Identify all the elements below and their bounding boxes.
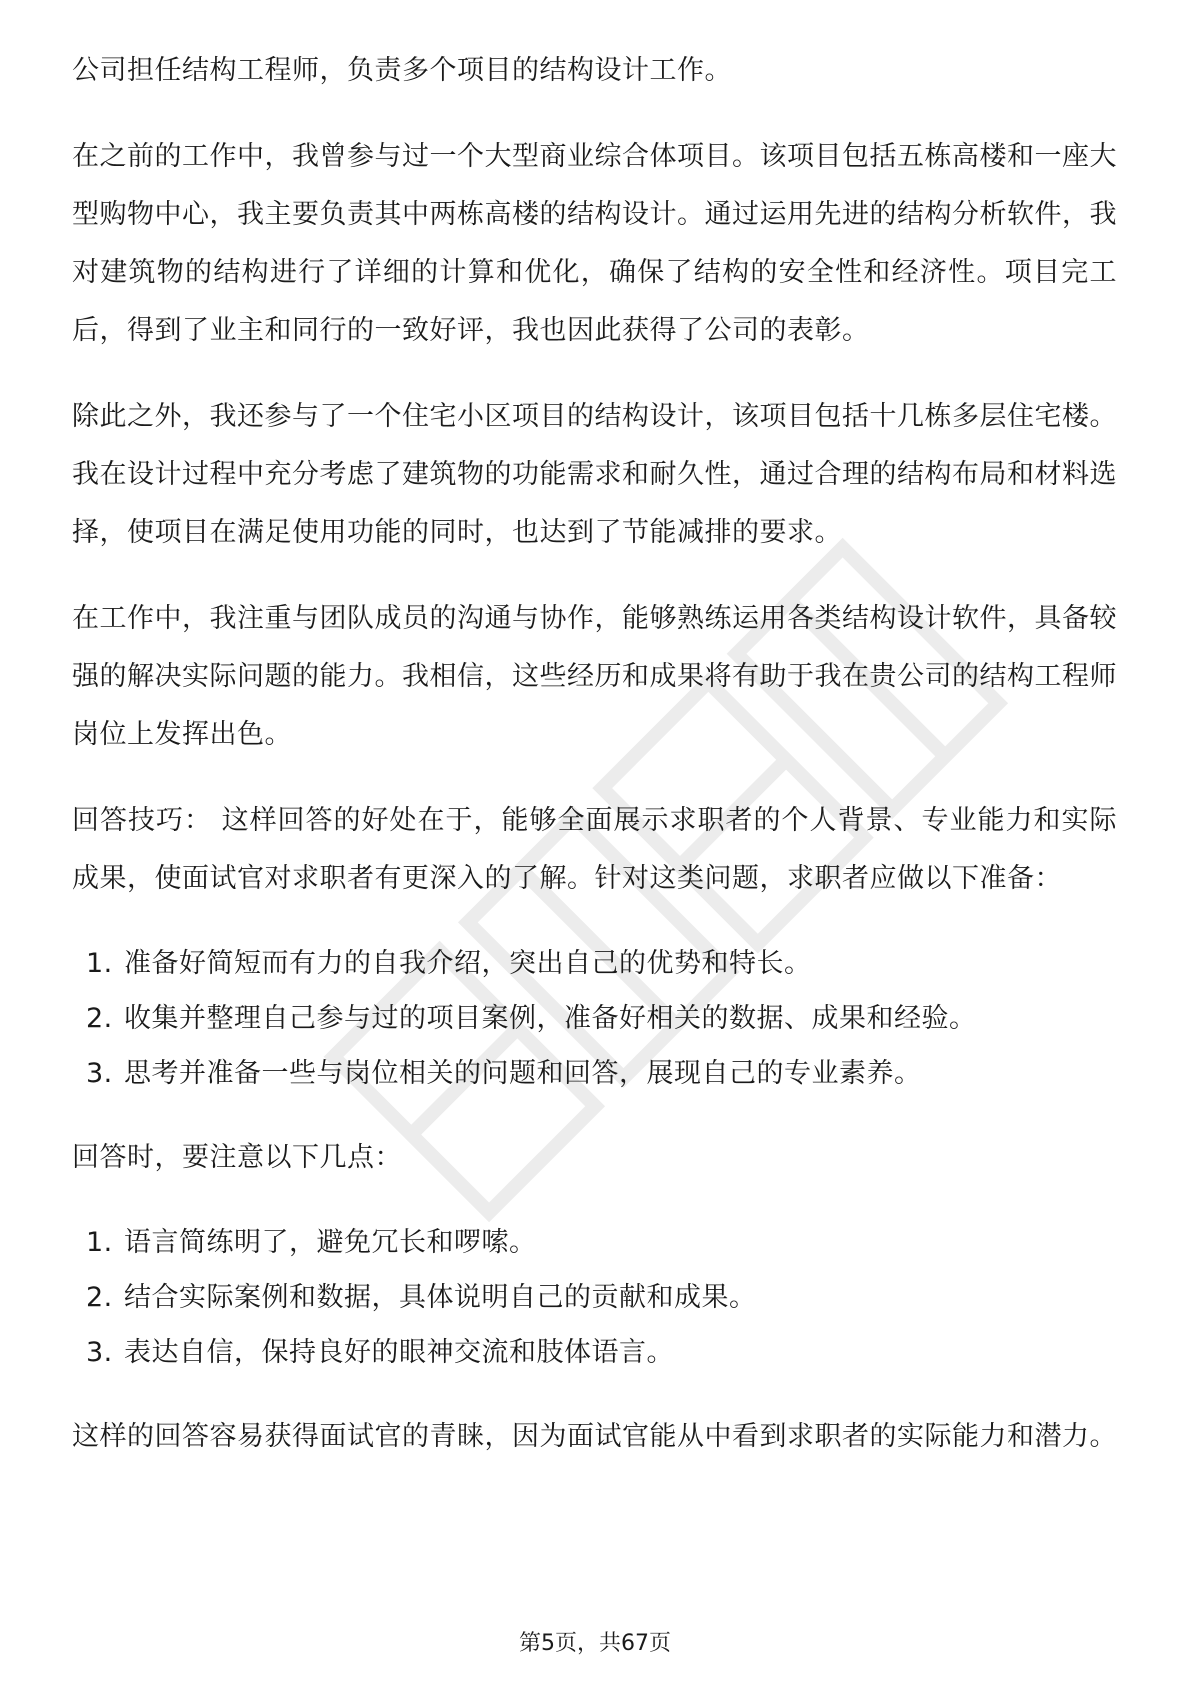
paragraph-1: 公司担任结构工程师，负责多个项目的结构设计工作。 [72,55,732,86]
list-number: 2. [86,1282,113,1313]
list-text: 收集并整理自己参与过的项目案例，准备好相关的数据、成果和经验。 [124,1003,977,1034]
list-text: 结合实际案例和数据，具体说明自己的贡献和成果。 [124,1282,757,1313]
list-number: 1. [86,1227,113,1258]
list-item [72,1270,1117,1325]
list-item [72,1325,1117,1380]
list-number: 2. [86,1003,113,1034]
paragraph-4: 在工作中，我注重与团队成员的沟通与协作，能够熟练运用各类结构设计软件，具备较强的解决实际问题的能力。我相信，这些经历和成果将有助于我在贵公司的结构工程师岗位上发挥出色。 [72,603,1117,750]
list-text: 表达自信，保持良好的眼神交流和肢体语言。 [124,1337,674,1368]
list-number: 3. [86,1058,113,1089]
list-item [72,991,1117,1046]
page-number-footer: 第5页，共67页 [519,1631,671,1656]
list-text: 思考并准备一些与岗位相关的问题和回答，展现自己的专业素养。 [124,1058,922,1089]
list-number: 1. [86,948,113,979]
list-number: 3. [86,1337,113,1368]
paragraph-closing: 这样的回答容易获得面试官的青睐，因为面试官能从中看到求职者的实际能力和潜力。 [72,1421,1117,1452]
list-text: 语言简练明了，避免冗长和啰嗦。 [124,1227,537,1258]
paragraph-attention: 回答时，要注意以下几点： [72,1142,402,1173]
attention-list [72,1215,1117,1380]
paragraph-2: 在之前的工作中，我曾参与过一个大型商业综合体项目。该项目包括五栋高楼和一座大型购物中心，我主要负责其中两栋高楼的结构设计。通过运用先进的结构分析软件，我对建筑物的结构进行了详细的计算和优化，确保了结构的安全性和经济性。项目完工后，得到了业主和同行的一致好评，我也因此获得了公司的表彰。 [72,141,1117,346]
list-text: 准备好简短而有力的自我介绍，突出自己的优势和特长。 [124,948,812,979]
list-item [72,936,1117,991]
preparation-list [72,936,1117,1101]
paragraph-tips: 回答技巧： 这样回答的好处在于，能够全面展示求职者的个人背景、专业能力和实际成果，使面试官对求职者有更深入的了解。针对这类问题，求职者应做以下准备： [72,805,1117,894]
list-item [72,1046,1117,1101]
paragraph-3: 除此之外，我还参与了一个住宅小区项目的结构设计，该项目包括十几栋多层住宅楼。我在设计过程中充分考虑了建筑物的功能需求和耐久性，通过合理的结构布局和材料选择，使项目在满足使用功能的同时，也达到了节能减排的要求。 [72,401,1117,548]
document-content [72,42,1117,1494]
list-item [72,1215,1117,1270]
